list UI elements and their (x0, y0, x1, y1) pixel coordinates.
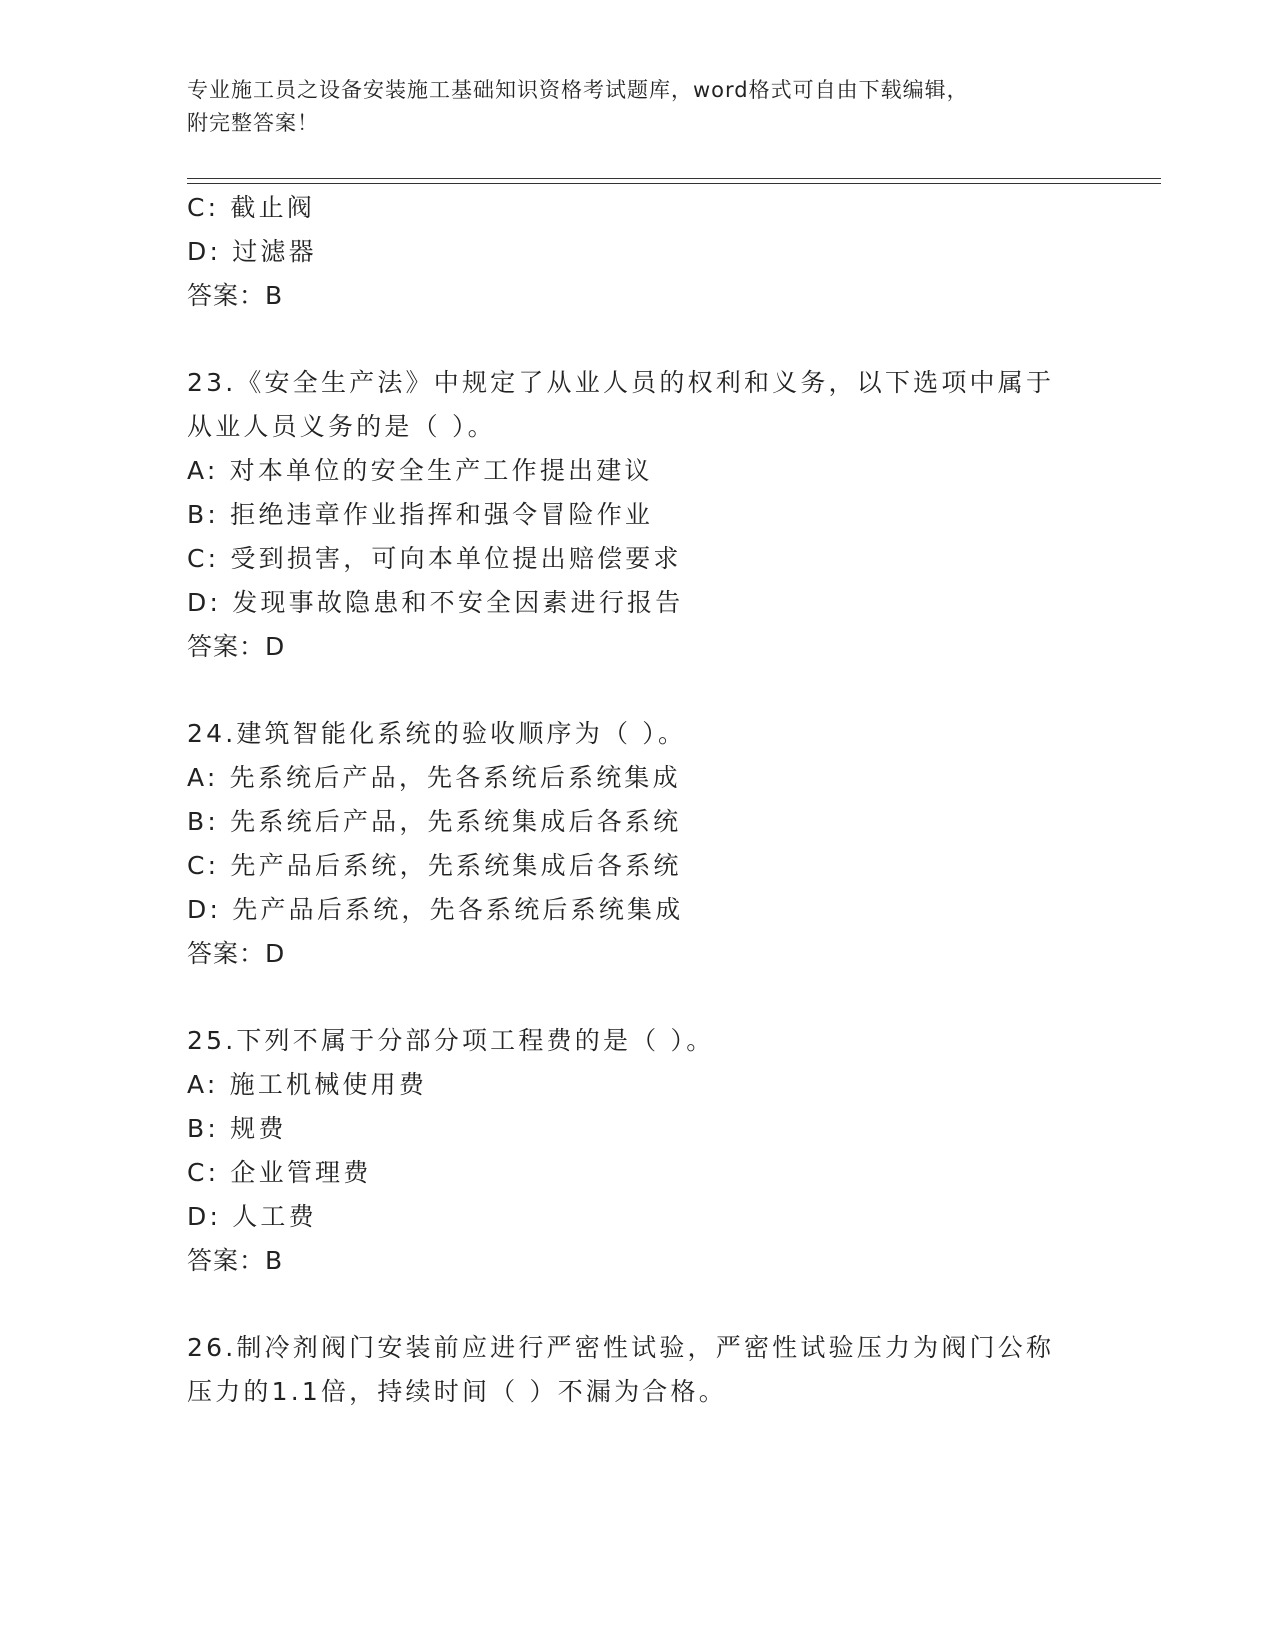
question-23-stem-line-1: 23.《安全生产法》中规定了从业人员的权利和义务，以下选项中属于 (187, 368, 1055, 397)
header-divider-top (187, 178, 1161, 179)
question-24-stem: 24.建筑智能化系统的验收顺序为（ ）。 (187, 719, 687, 748)
option-c: C: 截止阀 (187, 193, 316, 222)
question-23-option-b: B: 拒绝违章作业指挥和强令冒险作业 (187, 500, 654, 529)
question-23-stem-line-2: 从业人员义务的是（ ）。 (187, 412, 496, 441)
question-23-option-a: A: 对本单位的安全生产工作提出建议 (187, 456, 653, 485)
answer-line: 答案：B (187, 281, 284, 310)
document-header (187, 74, 1107, 140)
header-divider-bottom (187, 183, 1161, 184)
header-line-1: 专业施工员之设备安装施工基础知识资格考试题库，word格式可自由下载编辑， (187, 78, 969, 102)
question-24-option-d: D: 先产品后系统，先各系统后系统集成 (187, 895, 684, 924)
question-23-option-d: D: 发现事故隐患和不安全因素进行报告 (187, 588, 684, 617)
question-23-option-c: C: 受到损害，可向本单位提出赔偿要求 (187, 544, 682, 573)
question-25-option-b: B: 规费 (187, 1114, 287, 1143)
question-24-option-b: B: 先系统后产品，先系统集成后各系统 (187, 807, 682, 836)
question-25-answer: 答案：B (187, 1246, 284, 1275)
header-line-2: 附完整答案！ (187, 111, 319, 135)
option-d: D: 过滤器 (187, 237, 317, 266)
question-26-stem-line-1: 26.制冷剂阀门安装前应进行严密性试验，严密性试验压力为阀门公称 (187, 1333, 1055, 1362)
question-26-stem-line-2: 压力的1.1倍，持续时间（ ）不漏为合格。 (187, 1377, 727, 1406)
question-24-option-c: C: 先产品后系统，先系统集成后各系统 (187, 851, 682, 880)
question-25-stem: 25.下列不属于分部分项工程费的是（ ）。 (187, 1026, 715, 1055)
question-24-option-a: A: 先系统后产品，先各系统后系统集成 (187, 763, 681, 792)
question-25-option-a: A: 施工机械使用费 (187, 1070, 428, 1099)
question-24-answer: 答案：D (187, 939, 286, 968)
question-25-option-c: C: 企业管理费 (187, 1158, 372, 1187)
question-23-answer: 答案：D (187, 632, 286, 661)
question-25-option-d: D: 人工费 (187, 1202, 317, 1231)
